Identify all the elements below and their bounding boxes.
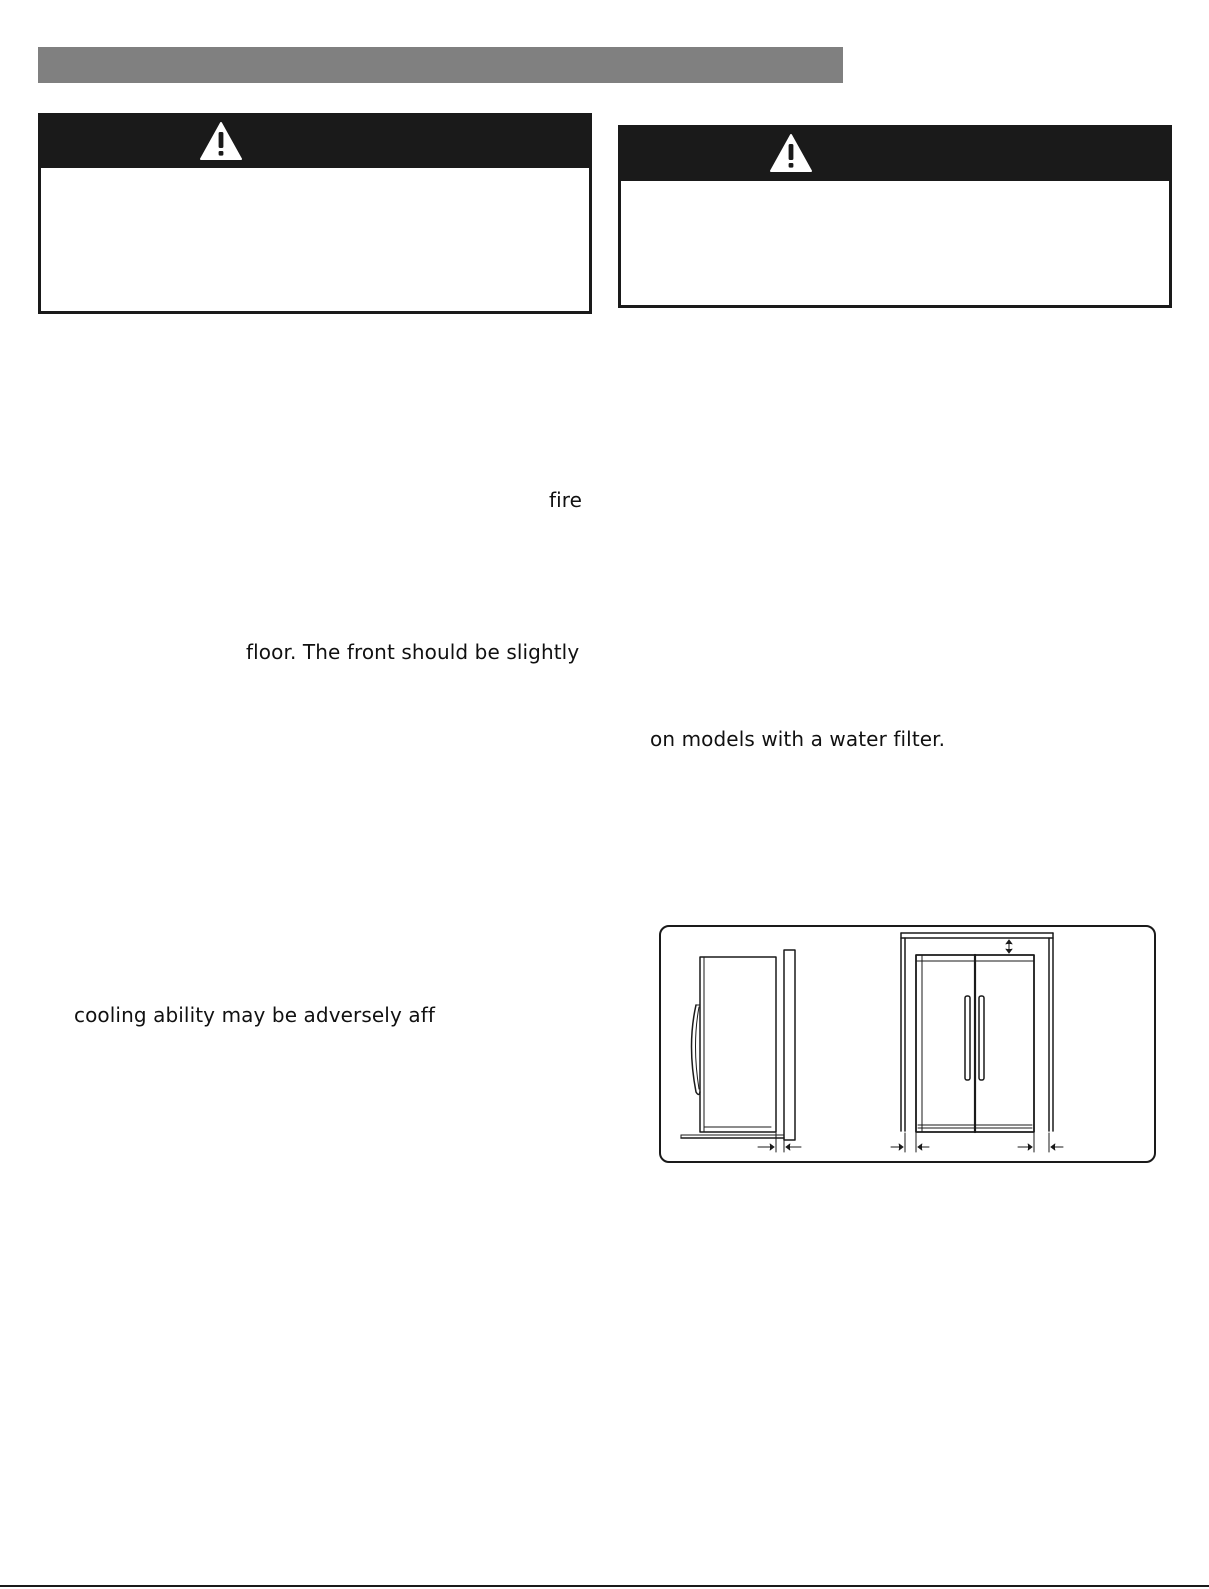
clearance-arrow	[758, 940, 1063, 1150]
text-fragment-floor-front: floor. The front should be slightly	[246, 640, 580, 664]
bottom-rule	[0, 1585, 1209, 1587]
warning-triangle-icon	[199, 121, 243, 161]
refrigerator-front-view	[901, 933, 1053, 1152]
warning-box-left	[38, 113, 592, 314]
text-fragment-fire: fire	[549, 488, 583, 512]
refrigerator-side-view	[681, 950, 795, 1152]
text-fragment-cooling-ability: cooling ability may be adversely aff	[74, 1003, 435, 1027]
warning-header-left	[41, 116, 589, 168]
clearance-figure	[659, 925, 1156, 1163]
warning-box-right	[618, 125, 1172, 308]
warning-header-right	[621, 128, 1169, 181]
warning-triangle-icon	[769, 133, 813, 173]
text-fragment-water-filter: on models with a water filter.	[650, 727, 946, 751]
clearance-diagram	[661, 927, 1154, 1161]
section-header-bar	[38, 47, 843, 83]
